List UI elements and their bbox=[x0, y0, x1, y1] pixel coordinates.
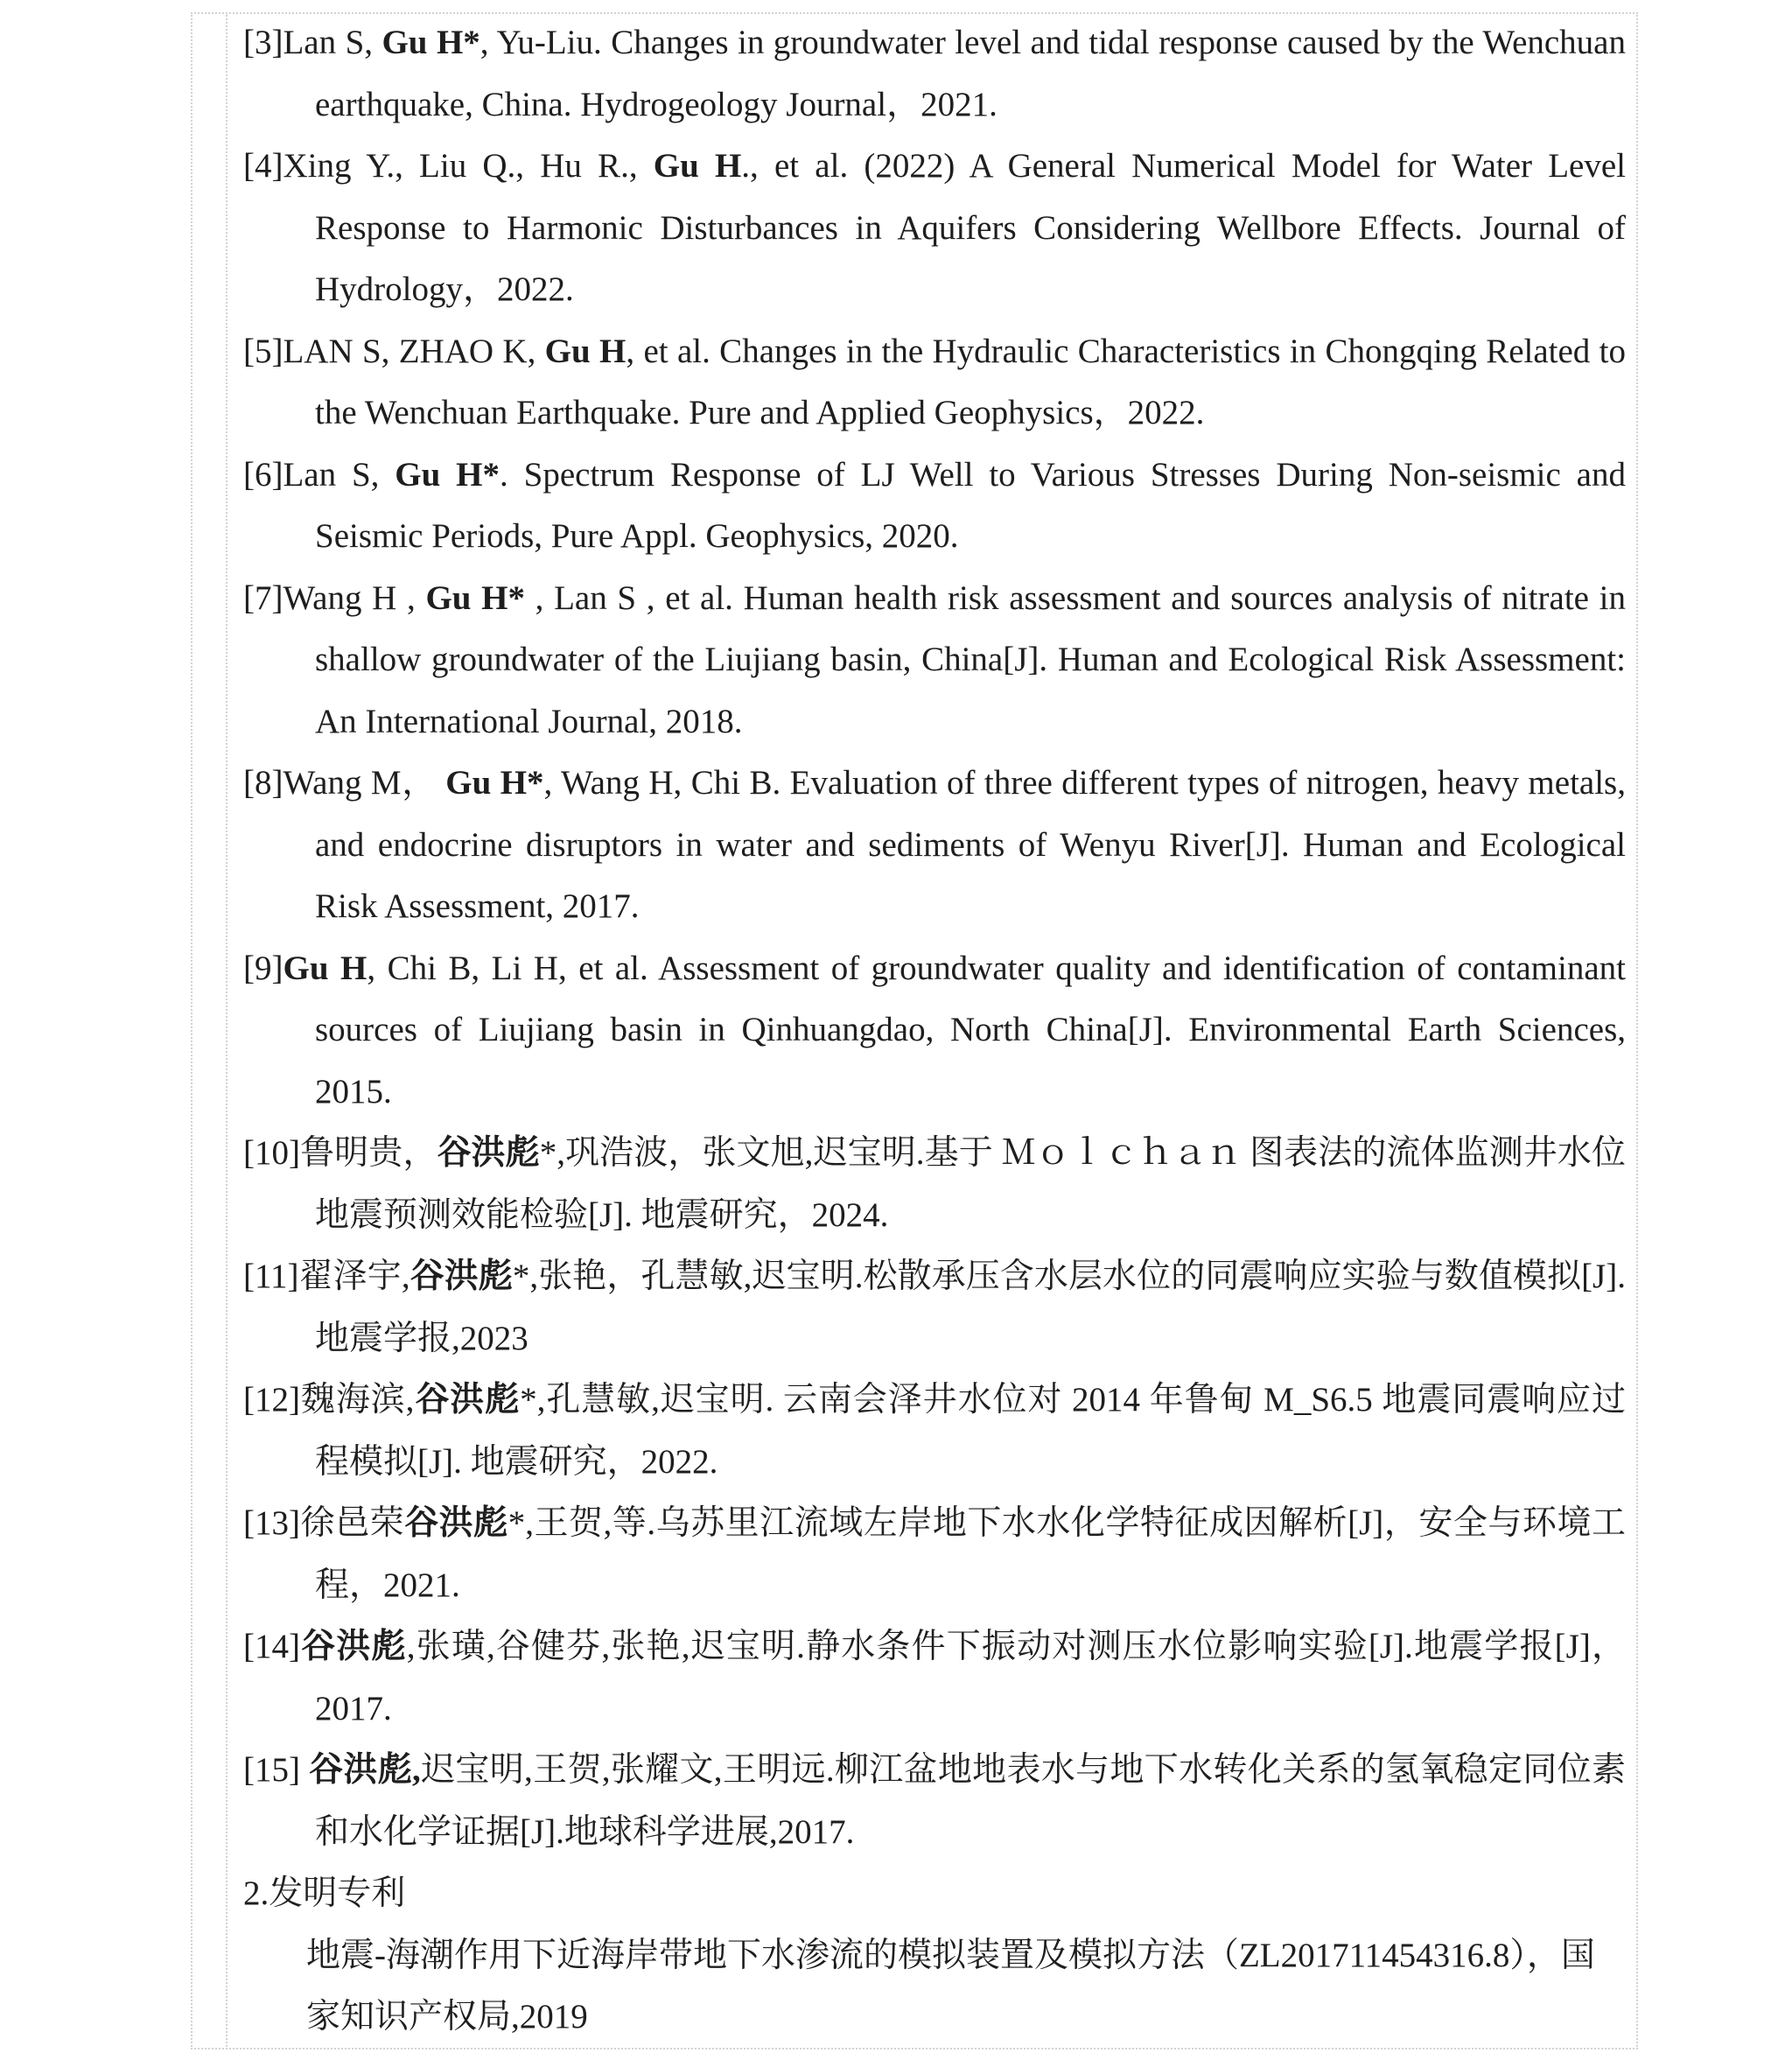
reference-number: [5] bbox=[243, 332, 284, 370]
reference-item-11 bbox=[243, 1246, 1626, 1370]
reference-author-bold: 谷洪彪, bbox=[309, 1751, 421, 1789]
reference-text: . Spectrum Response of LJ Well to Various Stresses During Non-seismic and Seismic Periods, Pure Appl. Geophysics, 2020. bbox=[315, 455, 1626, 555]
reference-text: *,王贺,等.乌苏里江流域左岸地下水水化学特征成因解析[J]，安全与环境工程，2021. bbox=[315, 1504, 1626, 1604]
reference-text: Wang M， bbox=[283, 764, 446, 802]
reference-item-6 bbox=[243, 445, 1626, 568]
reference-author-bold: 谷洪彪 bbox=[414, 1381, 521, 1419]
reference-text: Lan S, bbox=[283, 24, 382, 61]
reference-item-8 bbox=[243, 753, 1626, 938]
reference-author-bold: Gu H* bbox=[395, 455, 500, 494]
reference-text: , Lan S , et al. Human health risk assessment and sources analysis of nitrate in shallow groundwater of the Liujiang basin, China[J]. Human and Ecological Risk Assessment: An International Journal, 2018. bbox=[315, 578, 1626, 740]
reference-text: , Yu-Liu. Changes in groundwater level and tidal response caused by the Wenchuan earthquake, China. Hydrogeology Journal，2021. bbox=[315, 24, 1626, 123]
reference-text: LAN S, ZHAO K, bbox=[283, 332, 545, 370]
reference-author-bold: 谷洪彪 bbox=[299, 1628, 407, 1665]
reference-item-5 bbox=[243, 321, 1626, 445]
reference-list bbox=[243, 12, 1626, 1863]
reference-author-bold: Gu H bbox=[544, 332, 626, 370]
reference-text: Wang H , bbox=[283, 578, 426, 617]
reference-number: [7] bbox=[243, 578, 284, 617]
reference-number: [14] bbox=[243, 1628, 300, 1665]
reference-number: [13] bbox=[243, 1504, 300, 1542]
reference-number: [15] bbox=[243, 1751, 310, 1789]
reference-text: *,巩浩波，张文旭,迟宝明.基于 Ｍｏｌｃｈａｎ 图表法的流体监测井水位地震预测效能检验[J]. 地震研究，2024. bbox=[315, 1134, 1626, 1234]
reference-number: [6] bbox=[243, 455, 284, 494]
patent-item: 地震-海潮作用下近海岸带地下水渗流的模拟装置及模拟方法（ZL201711454316.8），国家知识产权局,2019 bbox=[306, 1936, 1595, 2035]
reference-author-bold: Gu H bbox=[283, 949, 368, 987]
reference-text: Xing Y., Liu Q., Hu R., bbox=[283, 147, 654, 185]
reference-text: *,孔慧敏,迟宝明. 云南会泽井水位对 2014 年鲁甸 M_S6.5 地震同震响应过程模拟[J]. 地震研究，2022. bbox=[315, 1381, 1626, 1481]
reference-text: Lan S, bbox=[283, 455, 396, 494]
reference-text: , Chi B, Li H, et al. Assessment of groundwater quality and identification of contaminant sources of Liujiang basin in Qinhuangdao, North China[J]. Environmental Earth Sciences, 2015. bbox=[315, 949, 1626, 1111]
reference-item-12 bbox=[243, 1370, 1626, 1493]
reference-item-9 bbox=[243, 938, 1626, 1124]
reference-text: 翟泽宇, bbox=[298, 1258, 410, 1295]
reference-author-bold: Gu H* bbox=[382, 24, 480, 61]
reference-author-bold: 谷洪彪 bbox=[437, 1134, 540, 1172]
reference-author-bold: Gu H* bbox=[425, 578, 525, 617]
reference-item-7 bbox=[243, 568, 1626, 753]
reference-item-4 bbox=[243, 136, 1626, 321]
reference-text: , et al. Changes in the Hydraulic Characteristics in Chongqing Related to the Wenchuan Earthquake. Pure and Applied Geophysics，2022. bbox=[315, 332, 1626, 431]
reference-text: ,张璜,谷健芬,张艳,迟宝明.静水条件下振动对测压水位影响实验[J].地震学报[J]，2017. bbox=[315, 1628, 1626, 1727]
reference-author-bold: Gu H* bbox=[445, 764, 544, 802]
reference-number: [10] bbox=[243, 1134, 300, 1172]
reference-text: 迟宝明,王贺,张耀文,王明远.柳江盆地地表水与地下水转化关系的氢氧稳定同位素和水化学证据[J].地球科学进展,2017. bbox=[315, 1751, 1626, 1851]
reference-number: [3] bbox=[243, 24, 284, 61]
reference-number: [11] bbox=[243, 1258, 299, 1295]
reference-item-3 bbox=[243, 12, 1626, 136]
reference-text: *,张艳，孔慧敏,迟宝明.松散承压含水层水位的同震响应实验与数值模拟[J]. 地震学报,2023 bbox=[315, 1258, 1626, 1357]
reference-text: 鲁明贵， bbox=[299, 1134, 438, 1172]
reference-text: , Wang H, Chi B. Evaluation of three different types of nitrogen, heavy metals, and endocrine disruptors in water and sediments of Wenyu River[J]. Human and Ecological Risk Assessment, 2017. bbox=[315, 764, 1626, 925]
reference-number: [4] bbox=[243, 147, 284, 185]
section-title-patents: 2.发明专利 bbox=[243, 1874, 406, 1912]
reference-number: [9] bbox=[243, 949, 284, 987]
reference-text: ., et al. (2022) A General Numerical Model for Water Level Response to Harmonic Disturbances in Aquifers Considering Wellbore Effects. Journal of Hydrology，2022. bbox=[315, 147, 1626, 308]
reference-item-15 bbox=[243, 1740, 1626, 1863]
reference-item-10 bbox=[243, 1123, 1626, 1246]
reference-number: [12] bbox=[243, 1381, 300, 1419]
reference-author-bold: Gu H bbox=[653, 147, 742, 185]
reference-text: 徐邑荣 bbox=[299, 1504, 405, 1542]
reference-text: 魏海滨, bbox=[299, 1381, 415, 1419]
reference-author-bold: 谷洪彪 bbox=[410, 1258, 513, 1295]
reference-item-14 bbox=[243, 1616, 1626, 1740]
reference-author-bold: 谷洪彪 bbox=[404, 1504, 508, 1542]
reference-item-13 bbox=[243, 1493, 1626, 1616]
reference-number: [8] bbox=[243, 764, 284, 802]
document-content bbox=[243, 12, 1626, 2049]
